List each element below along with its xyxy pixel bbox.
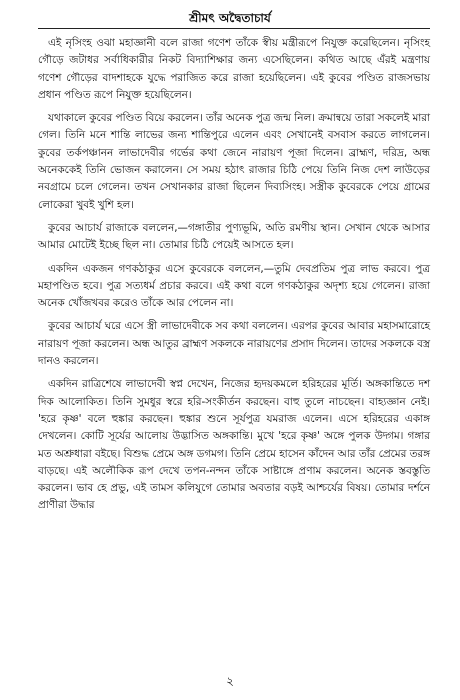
paragraph-5: কুবের আচার্য ঘরে এসে স্ত্রী লাভাদেবীকে সব কথা বললেন। এরপর কুবের আবার মহাসমারোহে নারায়ণ পূজা করলেন। অন্ধ আতুর ব্রাহ্মণ সকলকে নারায়ণের প্রসাদ দিলেন। তাদের সকলকে বস্ত্র দানও করলেন। (38, 320, 430, 368)
paragraph-2: যথাকালে কুবের পণ্ডিত বিয়ে করলেন। তাঁর অনেক পুত্র জন্ম নিল। ক্রমান্বয়ে তারা সকলেই মারা গেল। তিনি মনে শান্তি লাভের জন্য শান্তিপুরে এলেন এবং সেখানেই বসবাস করতে লাগলেন। কুবের তর্কপঞ্চানন লাভাদেবীর গর্ভের কথা জেনে নারায়ণ পূজা দিলেন। ব্রাহ্মণ, দরিদ্র, অন্ধ অনেককেই তিনি ভোজন করালেন। সে সময় হঠাৎ রাজার চিঠি পেয়ে তিনি নিজ দেশ লাউড়ের নবগ্রামে চলে গেলেন। তখন সেখানকার রাজা ছিলেন দিব্যসিংহ। সস্ত্রীক কুবেরকে পেয়ে গ্রামের লোকেরা খুবই খুশি হল। (38, 112, 430, 211)
header-rule (38, 28, 430, 29)
paragraph-6: একদিন রাত্রিশেষে লাভাদেবী স্বপ্ন দেখেন, নিজের হৃদয়কমলে হরিহরের মূর্তি। অঙ্গকান্তিতে দশ দিক আলোকিত। তিনি সুমধুর স্বরে হরি-সংকীর্তন করছেন। বাহু তুলে নাচছেন। বাহ্যজ্ঞান নেই। 'হরে কৃষ্ণ' বলে হুঙ্কার করছেন। হুঙ্কার শুনে সূর্যপুত্র যমরাজ এলেন। এসে হরিহরের একাঙ্গ দেখলেন। কোটি সূর্যের আলোয় উদ্ভাসিত অঙ্গকান্তি। মুখে 'হরে কৃষ্ণ' অঙ্গে পুলক উদ্গম। গঙ্গার মত অশ্রুধারা বইছে। বিশুদ্ধ প্রেমে অঙ্গ ডগমগ। তিনি প্রেমে হাসেন কাঁদেন আর তাঁর প্রেমের তরঙ্গ বাড়ছে। এই অলৌকিক রূপ দেখে তপন-নন্দন তাঁকে সাষ্টাঙ্গে প্রণাম করলেন। অনেক স্তবস্তুতি করলেন। ভাব হে প্রভু, এই তামস কলিযুগে তোমার অবতার বড়ই আশ্চর্যের বিষয়। তোমার দর্শনে প্রাণীরা উদ্ধার (38, 378, 430, 512)
paragraph-1: এই নৃসিংহ ওঝা মহাজ্ঞানী বলে রাজা গণেশ তাঁকে স্বীয় মন্ত্রীরূপে নিযুক্ত করেছিলেন। নৃসিংহ গৌড়ে জটাধর সর্বাধিকারীর নিকট বিদ্যাশিক্ষার জন্য এসেছিলেন। কথিত আছে এঁরই মন্ত্রণায় গণেশ গৌড়ের বাদশাহকে যুদ্ধে পরাজিত করে রাজা হয়েছিলেন। এই কুবের পণ্ডিত রাজসভায় প্রধান পণ্ডিত রূপে নিযুক্ত হয়েছিলেন। (38, 37, 430, 101)
running-header: শ্রীমৎ অদ্বৈতাচার্য (189, 11, 271, 25)
page-number: ২ (226, 674, 234, 688)
paragraph-3: কুবের আচার্য রাজাকে বললেন,—গঙ্গাতীর পুণ্যভূমি, অতি রমণীয় স্থান। সেখান থেকে আসার আমার মোটেই ইচ্ছে ছিল না। তোমার চিঠি পেয়েই আসতে হল। (38, 221, 430, 252)
page-body (38, 35, 430, 516)
paragraph-4: একদিন একজন গণকঠাকুর এসে কুবেরকে বললেন,—তুমি দেবপ্রতিম পুত্র লাভ করবে। পুত্র মহাপণ্ডিত হবে। পুত্র সত্যধর্ম প্রচার করবে। এই কথা বলে গণকঠাকুর অদৃশ্য হয়ে গেলেন। রাজা অনেক খোঁজখবর করেও তাঁকে আর পেলেন না। (38, 262, 430, 310)
